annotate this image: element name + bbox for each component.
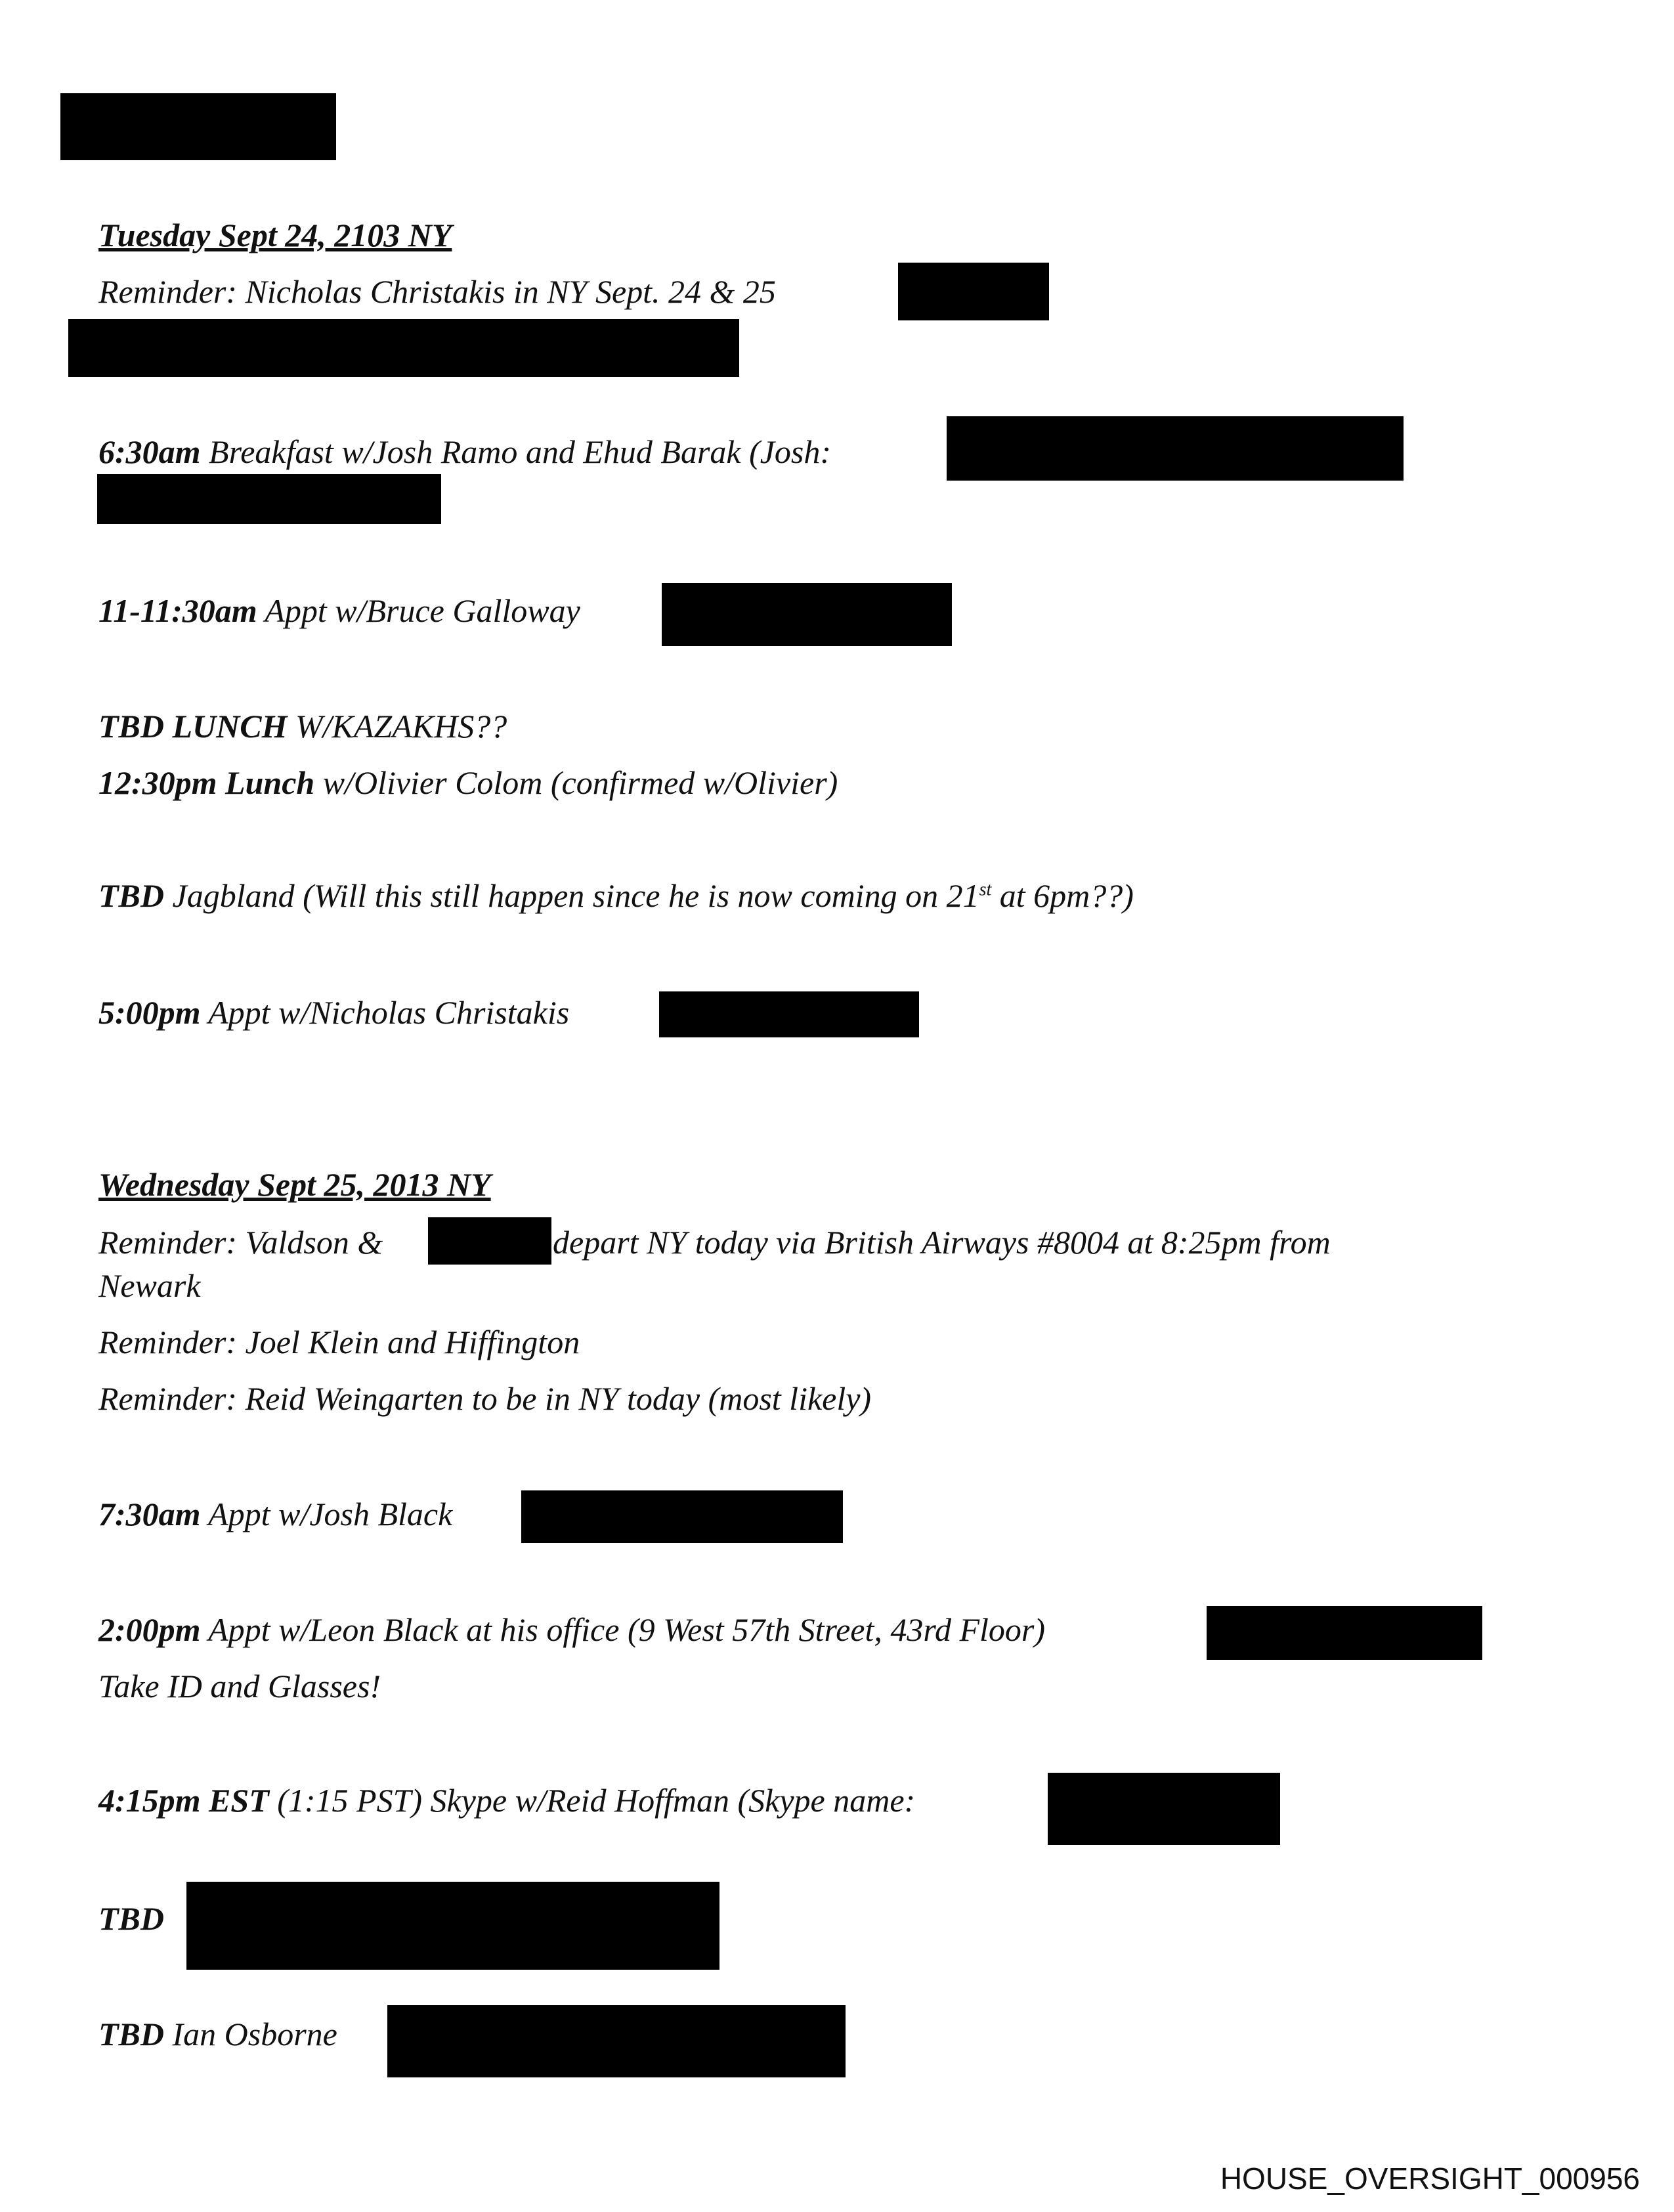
redaction-block [521, 1490, 843, 1543]
entry-time: 5:00pm [98, 994, 201, 1031]
entry-text: Ian Osborne [164, 2016, 337, 2052]
entry-leon-black [98, 1610, 1045, 1649]
redaction-block [68, 319, 739, 377]
reminder-valdson-cont: depart NY today via British Airways #8004 at 8:25pm from [553, 1224, 1331, 1261]
entry-tbd-redacted [98, 1899, 164, 1938]
entry-christakis-appt [98, 993, 569, 1032]
entry-sup: st [979, 879, 992, 900]
entry-text: w/Olivier Colom (confirmed w/Olivier) [314, 764, 838, 801]
entry-time: 6:30am [98, 433, 201, 470]
entry-time: TBD [98, 877, 164, 914]
entry-jagbland [98, 876, 1134, 915]
entry-time: 4:15pm EST [98, 1782, 269, 1819]
entry-breakfast [98, 432, 831, 471]
note-id-glasses: Take ID and Glasses! [98, 1668, 381, 1704]
entry-time: TBD [98, 2016, 164, 2052]
reminder-text: Reminder: Valdson & [98, 1224, 383, 1261]
day-heading-wednesday: Wednesday Sept 25, 2013 NY [98, 1166, 491, 1203]
entry-galloway [98, 591, 580, 630]
entry-lunch-colom [98, 763, 838, 802]
bates-number: HOUSE_OVERSIGHT_000956 [1220, 2161, 1640, 2196]
reminder-valdson-cont2: Newark [98, 1267, 201, 1304]
entry-text: (1:15 PST) Skype w/Reid Hoffman (Skype name: [268, 1782, 916, 1819]
redaction-block [387, 2005, 846, 2077]
redaction-block [659, 991, 919, 1037]
entry-text: Jagbland (Will this still happen since he is now coming on 21 [164, 877, 979, 914]
entry-text: Appt w/Leon Black at his office (9 West 57th Street, 43rd Floor) [200, 1611, 1045, 1648]
entry-text: Appt w/Josh Black [200, 1496, 453, 1532]
entry-text: Breakfast w/Josh Ramo and Ehud Barak (Josh: [200, 433, 832, 470]
entry-text: Appt w/Nicholas Christakis [200, 994, 570, 1031]
entry-time: 12:30pm Lunch [98, 764, 315, 801]
entry-text: Appt w/Bruce Galloway [257, 592, 580, 629]
reminder-weingarten: Reminder: Reid Weingarten to be in NY today (most likely) [98, 1380, 872, 1417]
redaction-block [186, 1882, 719, 1970]
entry-kazakhs [98, 706, 507, 746]
reminder-christakis: Reminder: Nicholas Christakis in NY Sept. 24 & 25 [98, 273, 776, 310]
reminder-klein: Reminder: Joel Klein and Hiffington [98, 1324, 580, 1360]
day-heading-tuesday: Tuesday Sept 24, 2103 NY [98, 217, 452, 253]
entry-time: 7:30am [98, 1496, 201, 1532]
reminder-valdson [98, 1223, 383, 1262]
entry-text: W/KAZAKHS?? [287, 708, 507, 745]
redaction-block [1048, 1773, 1280, 1845]
entry-time: TBD LUNCH [98, 708, 288, 745]
entry-tail: at 6pm??) [991, 877, 1134, 914]
entry-time: 2:00pm [98, 1611, 201, 1648]
entry-josh-black [98, 1494, 452, 1534]
redaction-block [1207, 1606, 1482, 1660]
entry-time: 11-11:30am [98, 592, 257, 629]
redaction-block [97, 474, 441, 524]
entry-time: TBD [98, 1900, 164, 1937]
entry-osborne [98, 2014, 337, 2054]
redaction-block [947, 416, 1404, 481]
entry-skype [98, 1781, 915, 1820]
redaction-block [898, 263, 1049, 320]
redaction-block [60, 93, 336, 160]
redaction-block [662, 583, 952, 646]
redaction-block [428, 1217, 551, 1265]
